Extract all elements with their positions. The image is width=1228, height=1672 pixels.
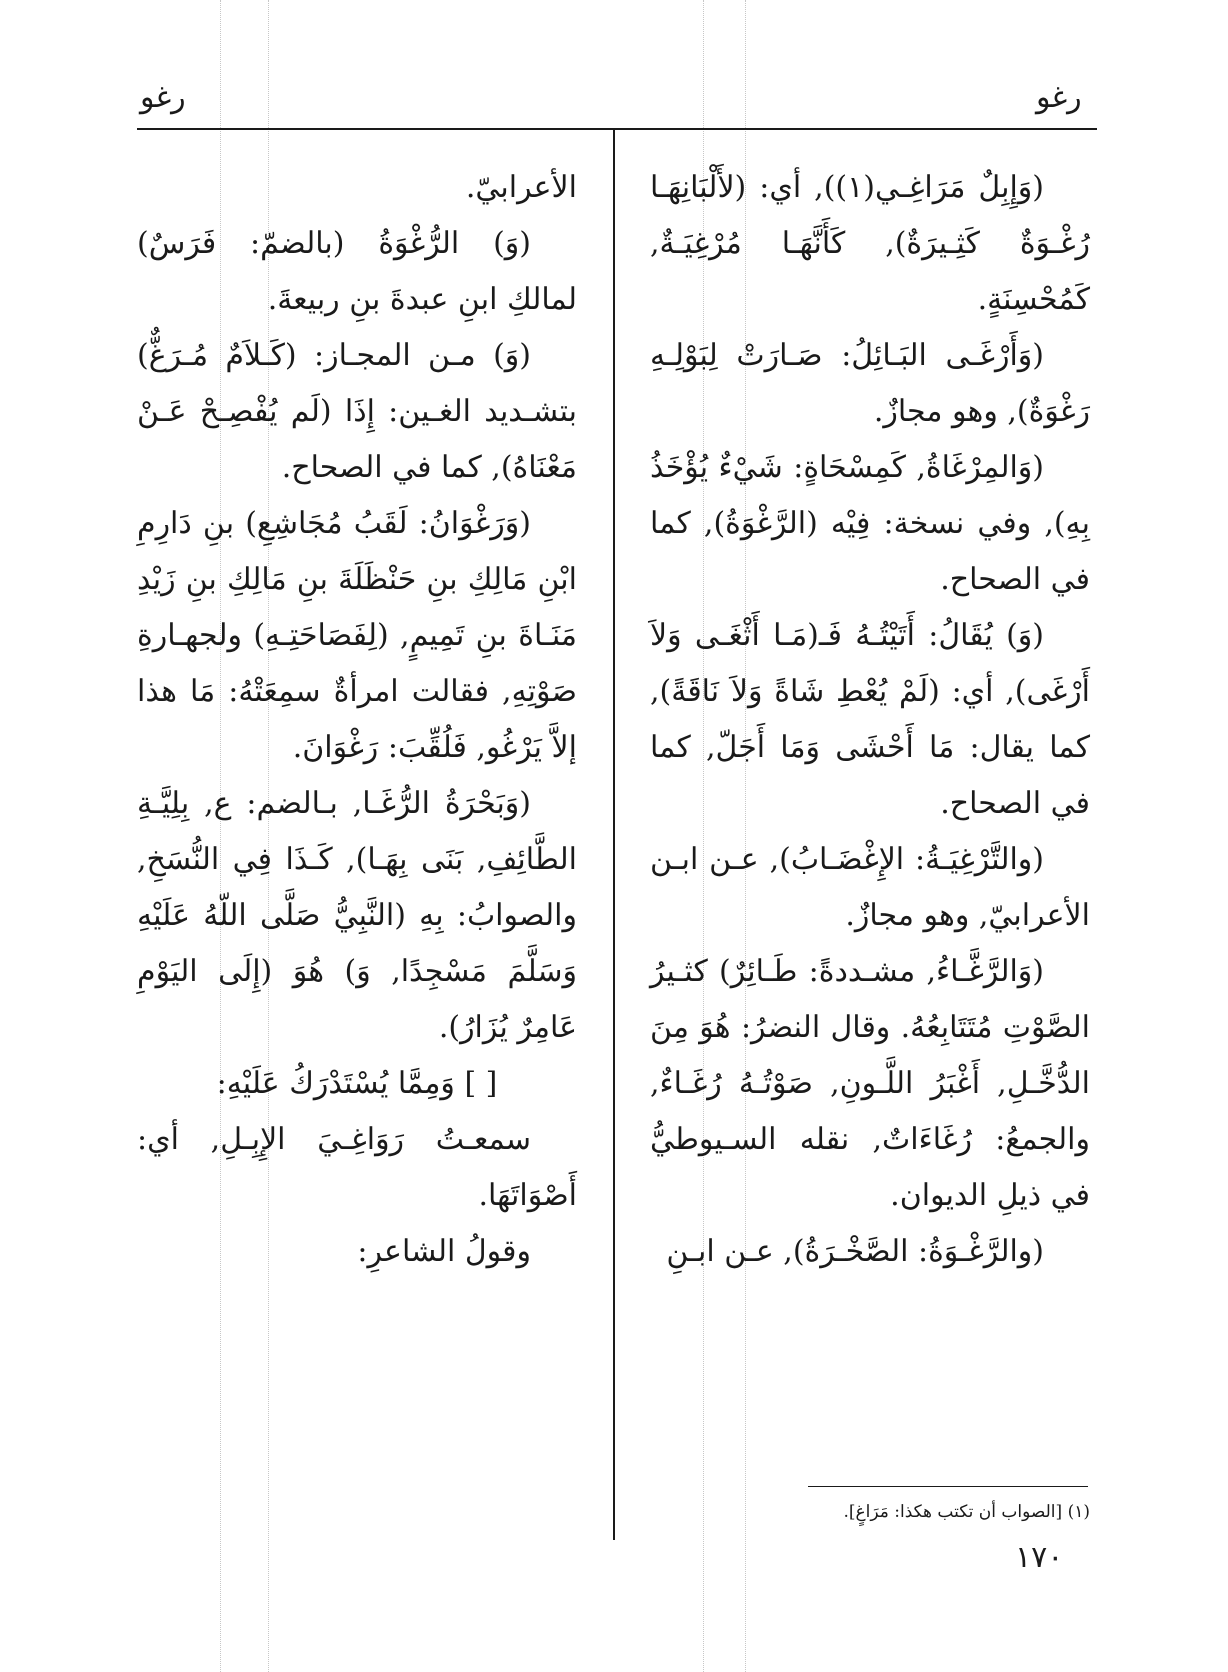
entry-paragraph: (وَالرَّغَّـاءُ, مشـددةً: طَـائِرٌ) كثـيرُ الصَّوْتِ مُتَتَابِعُهُ. وقال النضرُ: هُوَ مِنَ الدُّخَّـلِ, أَغْبَرُ اللَّـونِ, صَوْتُـهُ رُغَـاءٌ, والجمعُ: رُغَاءَاتٌ, نقله السـيوطيُّ في ذيلِ الديوان.	[650, 954, 1090, 1213]
footnote-rule	[808, 1486, 1088, 1487]
entry-paragraph: (وَأَرْغَـى البَـائِلُ: صَـارَتْ لِبَوْلِـهِ رَغْوَةٌ), وهو مجازٌ.	[650, 338, 1090, 429]
entry-paragraph: سمعـتُ رَوَاغِـيَ الإِبِـلِ, أي: أَصْوَاتَهَا.	[137, 1122, 577, 1213]
entry-paragraph: (والرَّغْـوَةُ: الصَّخْـرَةُ), عـن ابـنِ	[666, 1234, 1044, 1269]
entry-paragraph: (وَإِبِلٌ مَرَاغِـي(١)), أي: (لأَلْبَانِهَـا رُغْـوَةٌ كَثِـيرَةٌ), كَأَنَّهَـا مُرْغِيَـةٌ, كَمُحْسِنَةٍ.	[650, 170, 1090, 317]
entry-paragraph: (وَ) الرُّغْوَةُ (بالضمّ: فَرَسٌ) لمالكِ ابنِ عبدةَ بنِ ربيعةَ.	[137, 226, 577, 317]
section-heading: [ ] وَمِمَّا يُسْتَدْرَكُ عَلَيْهِ:	[216, 1066, 498, 1101]
entry-paragraph: الأعرابيّ.	[465, 170, 577, 205]
entry-paragraph: (وَ) يُقَالُ: أَتَيْتُـهُ فَـ(مَـا أَثْغَـى وَلاَ أَرْغَى), أي: (لَمْ يُعْطِ شَاةً وَلاَ نَاقَةً), كما يقال: مَا أَحْشَى وَمَا أَجَلّ, كما في الصحاح.	[650, 618, 1090, 821]
left-column	[137, 160, 577, 1500]
entry-paragraph: (والتَّرْغِيَـةُ: الإِغْضَـابُ), عـن ابـن الأعرابيّ, وهو مجازٌ.	[650, 842, 1090, 933]
entry-paragraph: (وَبَحْرَةُ الرُّغَـا, بـالضم: ع, بِلِيَّـةِ الطَّائِفِ, بَنَى بِهَـا), كَـذَا فِي النُّسَخِ, والصوابُ: بِهِ (النَّبِيُّ صَلَّى اللّهُ عَلَيْهِ وَسَلَّمَ مَسْجِدًا, وَ) هُوَ (إِلَى اليَوْمِ عَامِرٌ يُزَارُ).	[137, 786, 577, 1045]
entry-paragraph: (وَرَغْوَانُ: لَقَبُ مُجَاشِعِ) بنِ دَارِمِ ابْنِ مَالِكِ بنِ حَنْظَلَةَ بنِ مَالِكِ بنِ زَيْدِ مَنَـاةَ بنِ تَمِيمٍ, (لِفَصَاحَتِـهِ) ولجهـارةِ صَوْتِهِ, فقالت امرأةٌ سمِعَتْهُ: مَا هذا إلاَّ يَرْغُو, فَلُقِّبَ: رَغْوَانَ.	[137, 506, 577, 765]
right-column	[650, 160, 1090, 1460]
page-number: ١٧٠	[1015, 1540, 1064, 1575]
entry-paragraph: (وَالمِرْغَاةُ, كَمِسْحَاةٍ: شَيْءٌ يُؤْخَذُ بِهِ), وفي نسخة: فِيْه (الرَّغْوَةُ), كما في الصحاح.	[650, 450, 1090, 597]
entry-paragraph: (وَ) مـن المجـاز: (كَـلاَمٌ مُـرَغٌّ) بتشـديد الغـين: إِذَا (لَم يُفْصِـحْ عَـنْ مَعْنَاهُ), كما في الصحاح.	[137, 338, 577, 485]
column-divider	[613, 130, 615, 1540]
header-rule	[137, 128, 1097, 130]
running-head-right: رغو	[1036, 80, 1082, 115]
footnote: (١) [الصواب أن تكتب هكذا: مَرَاغٍ].	[843, 1502, 1090, 1522]
entry-paragraph: وقولُ الشاعرِ:	[357, 1234, 531, 1269]
running-head-left: رغو	[140, 80, 186, 115]
